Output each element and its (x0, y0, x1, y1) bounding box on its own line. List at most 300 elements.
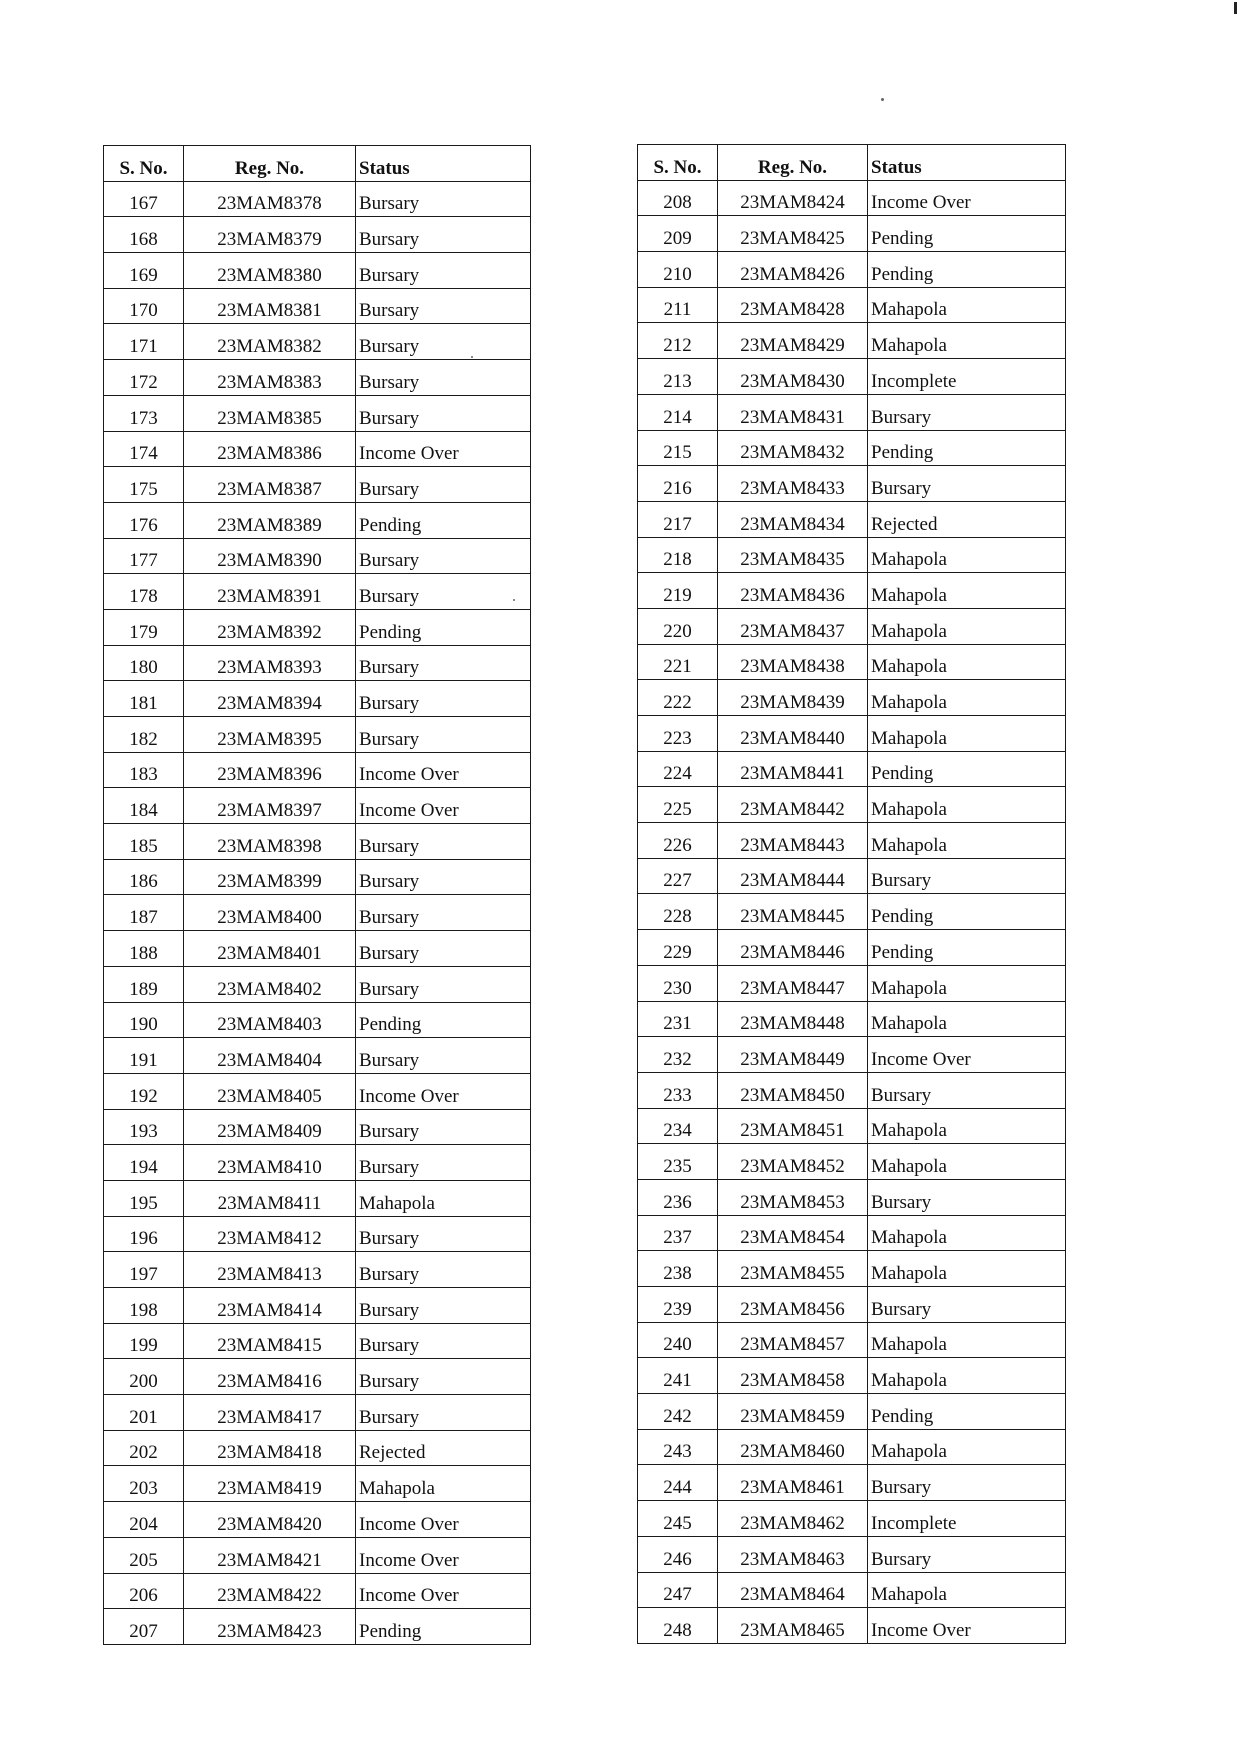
cell-reg-no: 23MAM8431 (718, 394, 868, 430)
header-status: Status (868, 145, 1066, 181)
cell-status: Pending (868, 751, 1066, 787)
table-row (104, 1109, 531, 1145)
cell-status: Bursary (356, 824, 531, 860)
cell-status: Rejected (868, 501, 1066, 537)
cell-sno: 195 (104, 1180, 184, 1216)
cell-status: Rejected (356, 1430, 531, 1466)
table-row (638, 1394, 1066, 1430)
cell-status: Pending (868, 252, 1066, 288)
table-row (104, 1395, 531, 1431)
cell-status: Bursary (356, 931, 531, 967)
cell-status: Mahapola (868, 1144, 1066, 1180)
table-row (638, 1608, 1066, 1644)
cell-status: Mahapola (868, 1108, 1066, 1144)
cell-sno: 232 (638, 1037, 718, 1073)
cell-reg-no: 23MAM8420 (184, 1502, 356, 1538)
cell-sno: 180 (104, 645, 184, 681)
cell-status: Bursary (356, 895, 531, 931)
cell-status: Mahapola (868, 1001, 1066, 1037)
cell-sno: 173 (104, 395, 184, 431)
table-row (638, 1001, 1066, 1037)
cell-reg-no: 23MAM8459 (718, 1394, 868, 1430)
cell-sno: 229 (638, 930, 718, 966)
table-row (104, 1002, 531, 1038)
table-row (104, 1359, 531, 1395)
cell-status: Income Over (868, 180, 1066, 216)
table-row (104, 1573, 531, 1609)
table-row (104, 609, 531, 645)
header-status: Status (356, 146, 531, 182)
cell-status: Mahapola (868, 787, 1066, 823)
cell-sno: 243 (638, 1429, 718, 1465)
table-row (638, 965, 1066, 1001)
table-row (638, 644, 1066, 680)
cell-sno: 237 (638, 1215, 718, 1251)
table-row (104, 467, 531, 503)
table-row (638, 930, 1066, 966)
cell-reg-no: 23MAM8425 (718, 216, 868, 252)
cell-status: Bursary (356, 1323, 531, 1359)
cell-sno: 246 (638, 1536, 718, 1572)
cell-reg-no: 23MAM8419 (184, 1466, 356, 1502)
table-row (104, 1073, 531, 1109)
cell-status: Bursary (868, 858, 1066, 894)
cell-reg-no: 23MAM8430 (718, 359, 868, 395)
cell-sno: 186 (104, 859, 184, 895)
table-row (638, 787, 1066, 823)
cell-sno: 167 (104, 181, 184, 217)
cell-status: Bursary (356, 1109, 531, 1145)
cell-sno: 221 (638, 644, 718, 680)
cell-sno: 185 (104, 824, 184, 860)
cell-status: Mahapola (868, 965, 1066, 1001)
cell-reg-no: 23MAM8387 (184, 467, 356, 503)
cell-reg-no: 23MAM8397 (184, 788, 356, 824)
cell-reg-no: 23MAM8446 (718, 930, 868, 966)
cell-sno: 220 (638, 608, 718, 644)
cell-status: Bursary (356, 1395, 531, 1431)
cell-status: Bursary (356, 467, 531, 503)
cell-reg-no: 23MAM8458 (718, 1358, 868, 1394)
table-row (638, 501, 1066, 537)
cell-sno: 182 (104, 717, 184, 753)
table-row (638, 252, 1066, 288)
cell-reg-no: 23MAM8405 (184, 1073, 356, 1109)
cell-status: Bursary (356, 1145, 531, 1181)
cell-sno: 225 (638, 787, 718, 823)
cell-reg-no: 23MAM8391 (184, 574, 356, 610)
table-row (638, 716, 1066, 752)
cell-status: Bursary (356, 395, 531, 431)
cell-reg-no: 23MAM8396 (184, 752, 356, 788)
cell-sno: 227 (638, 858, 718, 894)
cell-status: Bursary (356, 645, 531, 681)
table-row (638, 466, 1066, 502)
table-row (638, 1287, 1066, 1323)
cell-reg-no: 23MAM8400 (184, 895, 356, 931)
cell-status: Pending (868, 430, 1066, 466)
table-row (638, 1536, 1066, 1572)
cell-status: Bursary (356, 966, 531, 1002)
cell-status: Bursary (356, 538, 531, 574)
cell-reg-no: 23MAM8401 (184, 931, 356, 967)
cell-sno: 181 (104, 681, 184, 717)
table-row (638, 1108, 1066, 1144)
cell-status: Bursary (356, 1288, 531, 1324)
cell-reg-no: 23MAM8382 (184, 324, 356, 360)
cell-reg-no: 23MAM8380 (184, 253, 356, 289)
cell-reg-no: 23MAM8450 (718, 1072, 868, 1108)
cell-reg-no: 23MAM8389 (184, 502, 356, 538)
cell-reg-no: 23MAM8398 (184, 824, 356, 860)
cell-reg-no: 23MAM8410 (184, 1145, 356, 1181)
cell-sno: 245 (638, 1501, 718, 1537)
cell-reg-no: 23MAM8461 (718, 1465, 868, 1501)
cell-status: Mahapola (868, 1358, 1066, 1394)
cell-reg-no: 23MAM8436 (718, 573, 868, 609)
cell-reg-no: 23MAM8437 (718, 608, 868, 644)
cell-status: Bursary (356, 253, 531, 289)
cell-sno: 169 (104, 253, 184, 289)
cell-sno: 201 (104, 1395, 184, 1431)
cell-status: Mahapola (356, 1466, 531, 1502)
cell-status: Bursary (356, 360, 531, 396)
table-row (104, 538, 531, 574)
cell-reg-no: 23MAM8439 (718, 680, 868, 716)
cell-reg-no: 23MAM8428 (718, 287, 868, 323)
cell-reg-no: 23MAM8421 (184, 1537, 356, 1573)
scan-speck (881, 98, 884, 101)
table-row (638, 1144, 1066, 1180)
cell-reg-no: 23MAM8452 (718, 1144, 868, 1180)
cell-status: Mahapola (868, 1215, 1066, 1251)
cell-sno: 194 (104, 1145, 184, 1181)
table-row (104, 1216, 531, 1252)
cell-reg-no: 23MAM8418 (184, 1430, 356, 1466)
cell-sno: 171 (104, 324, 184, 360)
cell-status: Pending (356, 609, 531, 645)
cell-status: Income Over (356, 1573, 531, 1609)
cell-reg-no: 23MAM8381 (184, 288, 356, 324)
cell-reg-no: 23MAM8403 (184, 1002, 356, 1038)
table-row (104, 288, 531, 324)
cell-status: Bursary (868, 1072, 1066, 1108)
cell-sno: 203 (104, 1466, 184, 1502)
table-row (638, 1358, 1066, 1394)
cell-sno: 188 (104, 931, 184, 967)
cell-reg-no: 23MAM8423 (184, 1609, 356, 1645)
cell-sno: 223 (638, 716, 718, 752)
table-row (638, 573, 1066, 609)
cell-reg-no: 23MAM8422 (184, 1573, 356, 1609)
cell-reg-no: 23MAM8462 (718, 1501, 868, 1537)
cell-sno: 214 (638, 394, 718, 430)
table-row (104, 502, 531, 538)
table-body-right (638, 180, 1066, 1643)
table-row (638, 537, 1066, 573)
cell-sno: 197 (104, 1252, 184, 1288)
cell-status: Mahapola (868, 608, 1066, 644)
cell-status: Pending (868, 216, 1066, 252)
cell-status: Bursary (356, 1038, 531, 1074)
cell-sno: 222 (638, 680, 718, 716)
cell-status: Pending (356, 1609, 531, 1645)
table-row (638, 1037, 1066, 1073)
cell-reg-no: 23MAM8456 (718, 1287, 868, 1323)
cell-reg-no: 23MAM8465 (718, 1608, 868, 1644)
cell-status: Pending (868, 930, 1066, 966)
cell-sno: 191 (104, 1038, 184, 1074)
table-row (104, 645, 531, 681)
table-header-row (638, 145, 1066, 181)
cell-sno: 216 (638, 466, 718, 502)
cell-reg-no: 23MAM8404 (184, 1038, 356, 1074)
table-row (104, 1145, 531, 1181)
cell-status: Bursary (356, 717, 531, 753)
cell-sno: 178 (104, 574, 184, 610)
cell-sno: 248 (638, 1608, 718, 1644)
table-row (104, 1430, 531, 1466)
cell-sno: 208 (638, 180, 718, 216)
cell-sno: 192 (104, 1073, 184, 1109)
cell-status: Income Over (356, 1502, 531, 1538)
cell-reg-no: 23MAM8463 (718, 1536, 868, 1572)
cell-reg-no: 23MAM8390 (184, 538, 356, 574)
table-row (638, 1322, 1066, 1358)
cell-status: Bursary (356, 1359, 531, 1395)
cell-sno: 219 (638, 573, 718, 609)
cell-status: Mahapola (868, 644, 1066, 680)
cell-reg-no: 23MAM8386 (184, 431, 356, 467)
table-row (104, 859, 531, 895)
cell-status: Mahapola (868, 1572, 1066, 1608)
table-row (104, 966, 531, 1002)
cell-sno: 210 (638, 252, 718, 288)
cell-status: Pending (356, 1002, 531, 1038)
table-row (638, 1465, 1066, 1501)
cell-reg-no: 23MAM8394 (184, 681, 356, 717)
cell-sno: 236 (638, 1179, 718, 1215)
table-row (638, 394, 1066, 430)
cell-sno: 189 (104, 966, 184, 1002)
cell-sno: 215 (638, 430, 718, 466)
cell-reg-no: 23MAM8440 (718, 716, 868, 752)
cell-sno: 242 (638, 1394, 718, 1430)
cell-reg-no: 23MAM8416 (184, 1359, 356, 1395)
cell-status: Bursary (868, 1287, 1066, 1323)
cell-reg-no: 23MAM8412 (184, 1216, 356, 1252)
cell-status: Income Over (356, 788, 531, 824)
cell-sno: 187 (104, 895, 184, 931)
cell-sno: 213 (638, 359, 718, 395)
cell-sno: 224 (638, 751, 718, 787)
cell-status: Income Over (356, 1537, 531, 1573)
cell-reg-no: 23MAM8383 (184, 360, 356, 396)
cell-sno: 228 (638, 894, 718, 930)
cell-status: Bursary (356, 324, 531, 360)
table-row (104, 1609, 531, 1645)
cell-reg-no: 23MAM8448 (718, 1001, 868, 1037)
table-row (104, 752, 531, 788)
cell-status: Incomplete (868, 1501, 1066, 1537)
cell-reg-no: 23MAM8447 (718, 965, 868, 1001)
cell-sno: 238 (638, 1251, 718, 1287)
cell-reg-no: 23MAM8457 (718, 1322, 868, 1358)
cell-reg-no: 23MAM8426 (718, 252, 868, 288)
header-reg-no: Reg. No. (718, 145, 868, 181)
cell-reg-no: 23MAM8385 (184, 395, 356, 431)
cell-status: Mahapola (868, 323, 1066, 359)
table-row (104, 1502, 531, 1538)
table-row (638, 894, 1066, 930)
cell-reg-no: 23MAM8424 (718, 180, 868, 216)
cell-reg-no: 23MAM8444 (718, 858, 868, 894)
table-row (638, 608, 1066, 644)
cell-sno: 211 (638, 287, 718, 323)
cell-reg-no: 23MAM8460 (718, 1429, 868, 1465)
table-row (104, 253, 531, 289)
cell-sno: 247 (638, 1572, 718, 1608)
table-row (104, 931, 531, 967)
cell-status: Mahapola (868, 537, 1066, 573)
cell-reg-no: 23MAM8409 (184, 1109, 356, 1145)
cell-reg-no: 23MAM8402 (184, 966, 356, 1002)
table-row (104, 360, 531, 396)
cell-sno: 230 (638, 965, 718, 1001)
cell-status: Income Over (356, 1073, 531, 1109)
cell-status: Incomplete (868, 359, 1066, 395)
cell-status: Pending (868, 894, 1066, 930)
cell-reg-no: 23MAM8417 (184, 1395, 356, 1431)
cell-sno: 190 (104, 1002, 184, 1038)
cell-reg-no: 23MAM8413 (184, 1252, 356, 1288)
cell-sno: 234 (638, 1108, 718, 1144)
table-row (104, 574, 531, 610)
cell-status: Mahapola (868, 573, 1066, 609)
cell-reg-no: 23MAM8415 (184, 1323, 356, 1359)
table-row (638, 680, 1066, 716)
cell-status: Income Over (868, 1608, 1066, 1644)
cell-status: Income Over (356, 431, 531, 467)
cell-reg-no: 23MAM8435 (718, 537, 868, 573)
cell-status: Bursary (868, 1179, 1066, 1215)
table-row (638, 430, 1066, 466)
cell-status: Bursary (868, 394, 1066, 430)
cell-status: Mahapola (868, 680, 1066, 716)
table-row (104, 788, 531, 824)
cell-status: Mahapola (356, 1180, 531, 1216)
cell-sno: 193 (104, 1109, 184, 1145)
cell-status: Bursary (356, 859, 531, 895)
table-row (638, 1429, 1066, 1465)
cell-status: Bursary (356, 1252, 531, 1288)
table-row (104, 1180, 531, 1216)
cell-sno: 217 (638, 501, 718, 537)
cell-sno: 240 (638, 1322, 718, 1358)
cell-reg-no: 23MAM8411 (184, 1180, 356, 1216)
cell-sno: 179 (104, 609, 184, 645)
cell-sno: 204 (104, 1502, 184, 1538)
cell-reg-no: 23MAM8393 (184, 645, 356, 681)
table-row (104, 895, 531, 931)
table-header-row (104, 146, 531, 182)
cell-reg-no: 23MAM8453 (718, 1179, 868, 1215)
cell-reg-no: 23MAM8443 (718, 823, 868, 859)
cell-status: Income Over (356, 752, 531, 788)
cell-sno: 168 (104, 217, 184, 253)
cell-status: Mahapola (868, 716, 1066, 752)
table-row (104, 217, 531, 253)
table-row (638, 180, 1066, 216)
cell-status: Bursary (356, 1216, 531, 1252)
table-row (638, 1215, 1066, 1251)
cell-status: Mahapola (868, 1429, 1066, 1465)
cell-reg-no: 23MAM8433 (718, 466, 868, 502)
cell-reg-no: 23MAM8429 (718, 323, 868, 359)
table-row (638, 359, 1066, 395)
cell-sno: 183 (104, 752, 184, 788)
table-row (104, 1466, 531, 1502)
cell-status: Bursary (868, 1465, 1066, 1501)
table-row (104, 1288, 531, 1324)
table-row (104, 395, 531, 431)
table-row (104, 1323, 531, 1359)
cell-reg-no: 23MAM8442 (718, 787, 868, 823)
cell-reg-no: 23MAM8399 (184, 859, 356, 895)
header-sno: S. No. (638, 145, 718, 181)
cell-status: Pending (868, 1394, 1066, 1430)
cell-sno: 218 (638, 537, 718, 573)
table-row (104, 1038, 531, 1074)
table-row (638, 858, 1066, 894)
cell-reg-no: 23MAM8379 (184, 217, 356, 253)
table-row (638, 323, 1066, 359)
cell-status: Mahapola (868, 823, 1066, 859)
table-row (638, 823, 1066, 859)
cell-reg-no: 23MAM8445 (718, 894, 868, 930)
cell-reg-no: 23MAM8414 (184, 1288, 356, 1324)
cell-sno: 235 (638, 1144, 718, 1180)
cell-status: Bursary (356, 181, 531, 217)
cell-sno: 212 (638, 323, 718, 359)
cell-status: Pending (356, 502, 531, 538)
cell-status: Bursary (868, 466, 1066, 502)
table-row (638, 287, 1066, 323)
cell-reg-no: 23MAM8434 (718, 501, 868, 537)
cell-sno: 170 (104, 288, 184, 324)
table-row (104, 824, 531, 860)
cell-status: Income Over (868, 1037, 1066, 1073)
table-row (638, 751, 1066, 787)
table-body-left (104, 181, 531, 1644)
cell-reg-no: 23MAM8395 (184, 717, 356, 753)
table-row (638, 1572, 1066, 1608)
cell-sno: 172 (104, 360, 184, 396)
table-row (638, 1251, 1066, 1287)
cell-reg-no: 23MAM8451 (718, 1108, 868, 1144)
cell-sno: 199 (104, 1323, 184, 1359)
cell-status: Bursary (356, 574, 531, 610)
cell-sno: 176 (104, 502, 184, 538)
cell-sno: 226 (638, 823, 718, 859)
cell-status: Mahapola (868, 287, 1066, 323)
cell-reg-no: 23MAM8454 (718, 1215, 868, 1251)
table-row (104, 717, 531, 753)
table-row (104, 324, 531, 360)
cell-sno: 207 (104, 1609, 184, 1645)
cell-status: Bursary (356, 681, 531, 717)
cell-reg-no: 23MAM8392 (184, 609, 356, 645)
